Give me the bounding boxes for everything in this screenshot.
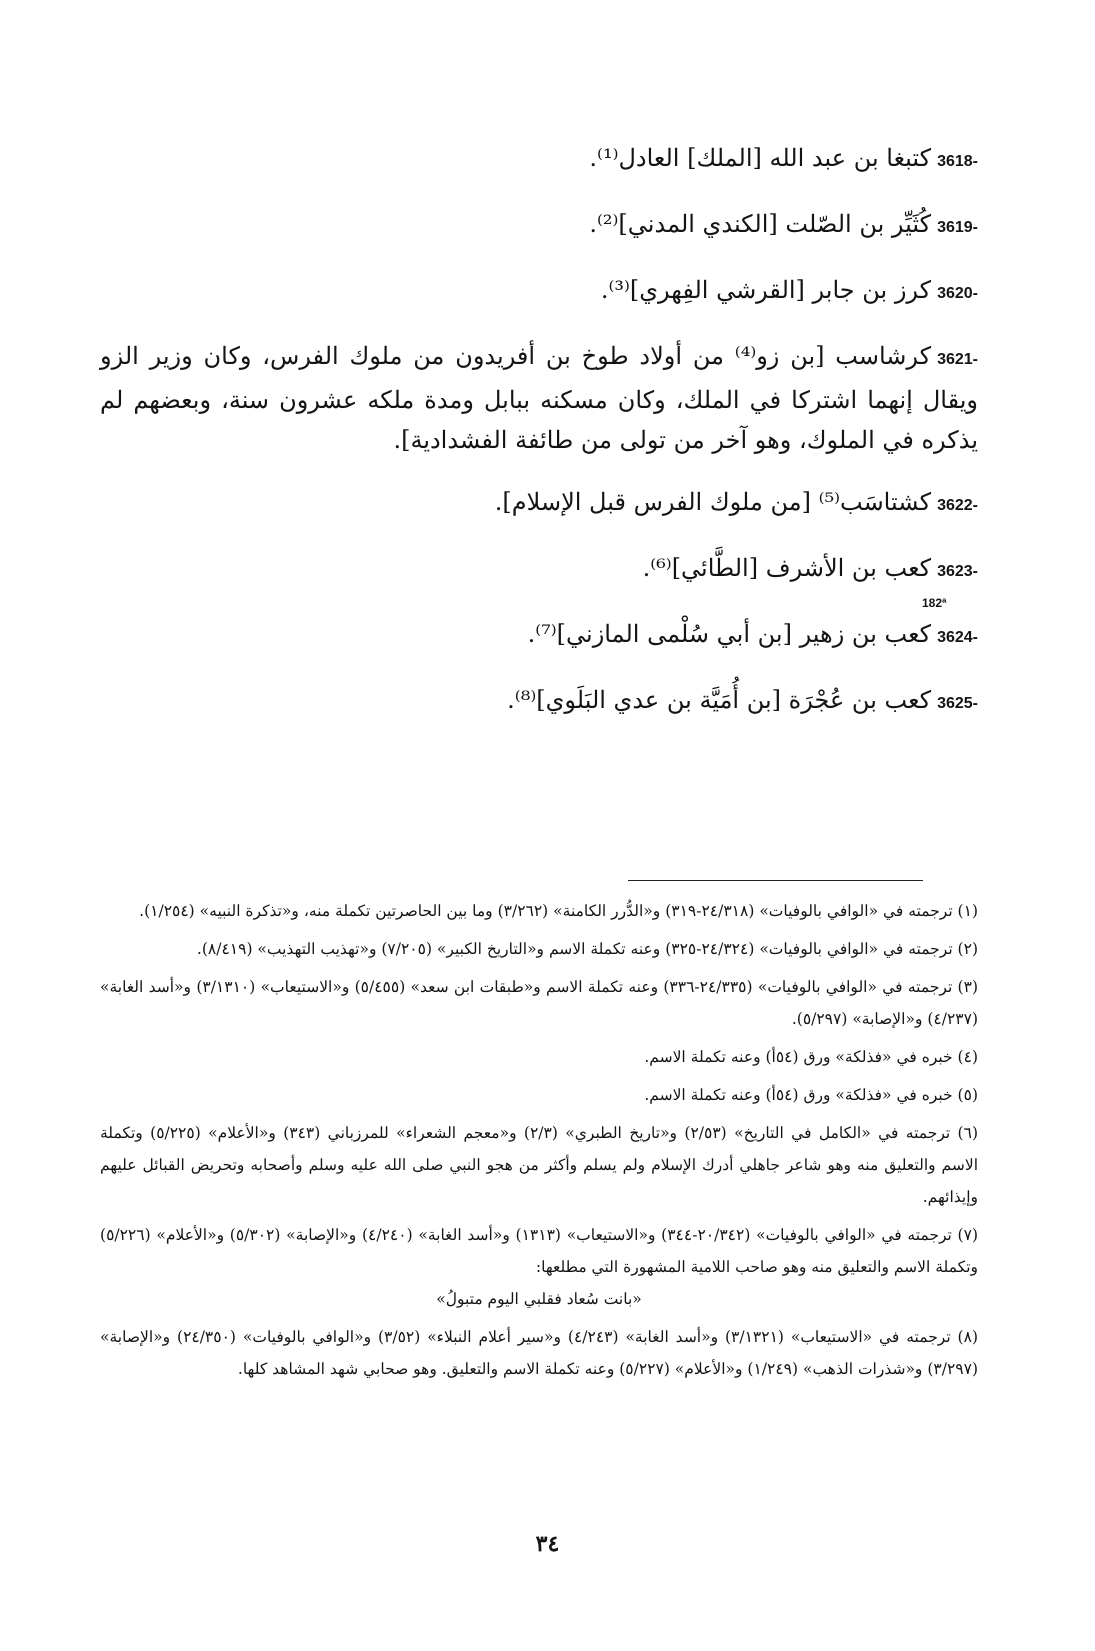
entry-text: كُثَيِّر بن الصّلت [الكندي المدني]⁽²⁾. [589, 210, 932, 238]
footnote-4: (٤) خبره في «فذلكة» ورق (٥٤أ) وعنه تكملة الاسم. [644, 1048, 978, 1066]
entry-text: كعب بن الأشرف [الطَّائي]⁽⁶⁾. [642, 554, 932, 582]
entry-3621 [100, 336, 978, 460]
footnote-2: (٢) ترجمته في «الوافي بالوفيات» (٢٤/٣٢٤-٣٢٥) وعنه تكملة الاسم و«التاريخ الكبير» (٧/٢٠٥) و«تهذيب التهذيب» (٨/٤١٩). [196, 940, 978, 958]
footnote-8: (٨) ترجمته في «الاستيعاب» (٣/١٣٢١) و«أسد الغابة» (٤/٢٤٣) و«سير أعلام النبلاء» (٣/٥٢) و«الوافي بالوفيات» (٢٤/٣٥٠) و«الإصابة» (٣/٢٩٧) و«شذرات الذهب» (١/٢٤٩) و«الأعلام» (٥/٢٢٧) وعنه تكملة الاسم والتعليق. وهو صحابي شهد المشاهد كلها. [100, 1328, 978, 1378]
entry-text: كعب بن عُجْرَة [بن أُمَيَّة بن عدي البَلَوي]⁽⁸⁾. [507, 686, 932, 714]
footnote-7 [100, 1219, 978, 1315]
footnote-1: (١) ترجمته في «الوافي بالوفيات» (٢٤/٣١٨-٣١٩) و«الدُّرر الكامنة» (٣/٢٦٢) وما بين الحاصرتين تكملة منه، و«تذكرة النبيه» (١/٢٥٤). [139, 902, 978, 920]
footnote-7-poem: «بانت سُعاد فقلبي اليوم متبولُ» [436, 1290, 642, 1308]
manuscript-folio-note: 182ª [922, 596, 947, 610]
entry-3619 [100, 204, 978, 248]
footnote-divider [628, 880, 923, 881]
entry-number: 3624- [937, 629, 978, 646]
entry-number: 3625- [937, 695, 978, 712]
entry-text: كرشاسب [بن زو⁽⁴⁾ من أولاد طوخ بن أفريدون من ملوك الفرس، وكان وزير الزو ويقال إنهما اشتركا في الملك، وكان مسكنه ببابل ومدة ملكه عشرون سنة، وبعضهم لم يذكره في الملوك، وهو آخر من تولى من طائفة الفشدادية]. [100, 342, 978, 454]
entry-text: كشتاسَب⁽⁵⁾ [من ملوك الفرس قبل الإسلام]. [494, 488, 932, 516]
entry-number: 3620- [937, 285, 978, 302]
entry-number: 3618- [937, 153, 978, 170]
footnote-3: (٣) ترجمته في «الوافي بالوفيات» (٢٤/٣٣٥-٣٣٦) وعنه تكملة الاسم و«طبقات ابن سعد» (٥/٤٥٥) و«الاستيعاب» (٣/١٣١٠) و«أسد الغابة» (٤/٢٣٧) و«الإصابة» (٥/٢٩٧). [100, 978, 978, 1028]
entry-3618 [100, 138, 978, 182]
entry-number: 3623- [937, 563, 978, 580]
entry-number: 3619- [937, 219, 978, 236]
entry-text: كرز بن جابر [القرشي الفِهري]⁽³⁾. [600, 276, 932, 304]
footnote-5: (٥) خبره في «فذلكة» ورق (٥٤أ) وعنه تكملة الاسم. [644, 1086, 978, 1104]
footnotes [100, 895, 978, 1391]
footnote-7-text: (٧) ترجمته في «الوافي بالوفيات» (٢٠/٣٤٢-٣٤٤) و«الاستيعاب» (١٣١٣) و«أسد الغابة» (٤/٢٤٠) و«الإصابة» (٥/٣٠٢) و«الأعلام» (٥/٢٢٦) وتكملة الاسم والتعليق منه وهو صاحب اللامية المشهورة التي مطلعها: [100, 1226, 978, 1276]
entry-number: 3621- [937, 351, 978, 368]
entry-text: كتبغا بن عبد الله [الملك] العادل⁽¹⁾. [589, 144, 932, 172]
entry-3620 [100, 270, 978, 314]
entry-3625 [100, 680, 978, 724]
entries-list [100, 138, 978, 746]
page-number: ٣٤ [535, 1531, 560, 1557]
entry-3623 [100, 548, 978, 592]
entry-3622 [100, 482, 978, 526]
footnote-6: (٦) ترجمته في «الكامل في التاريخ» (٢/٥٣) و«تاريخ الطبري» (٢/٣) و«معجم الشعراء» للمرزباني (٣٤٣) و«الأعلام» (٥/٢٢٥) وتكملة الاسم والتعليق منه وهو شاعر جاهلي أدرك الإسلام ولم يسلم وأكثر من هجو النبي صلى الله عليه وسلم وأصحابه وتحريض القبائل عليهم وإيذائهم. [100, 1124, 978, 1206]
entry-text: كعب بن زهير [بن أبي سُلْمى المازني]⁽⁷⁾. [527, 620, 932, 648]
entry-number: 3622- [937, 497, 978, 514]
entry-3624 [100, 614, 978, 658]
